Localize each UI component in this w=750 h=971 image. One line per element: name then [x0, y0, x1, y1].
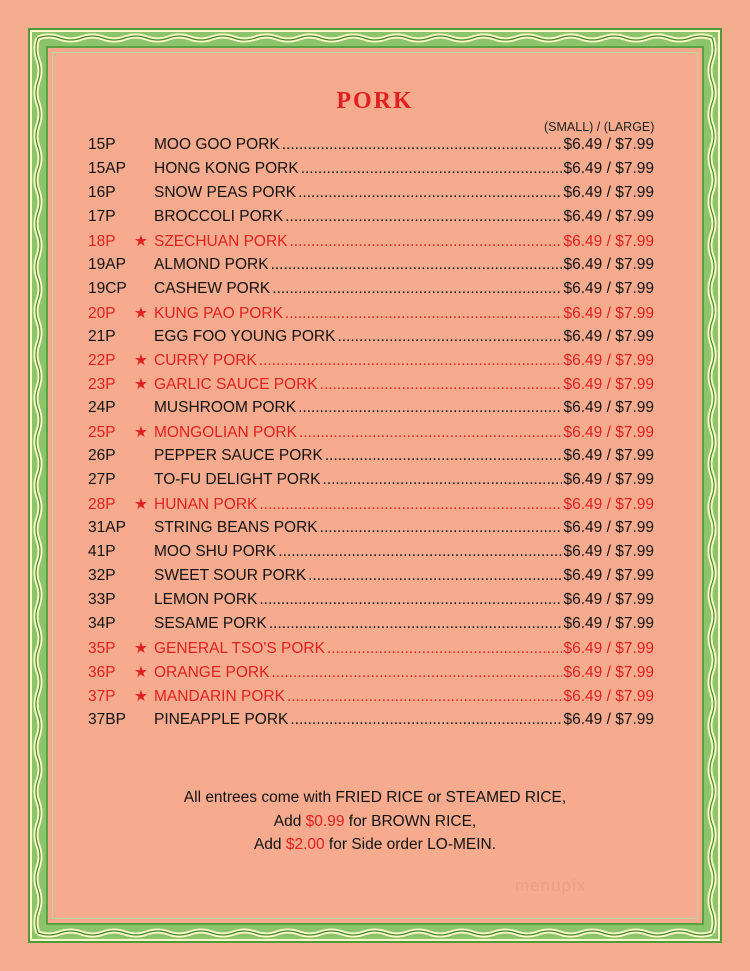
menu-item: [88, 591, 654, 615]
item-name: MONGOLIAN PORK: [154, 424, 297, 442]
item-price: $6.49 / $7.99: [563, 207, 654, 225]
spicy-star-icon: ★: [134, 639, 148, 657]
dot-leader: [269, 615, 562, 633]
item-code: 37P: [88, 687, 116, 705]
item-code: 26P: [88, 447, 116, 465]
item-price: $6.49 / $7.99: [563, 279, 654, 297]
item-price: $6.49 / $7.99: [563, 496, 654, 514]
item-name: HONG KONG PORK: [154, 159, 299, 177]
item-price: $6.49 / $7.99: [563, 590, 654, 608]
item-name: MOO SHU PORK: [154, 542, 277, 560]
item-code: 16P: [88, 183, 116, 201]
item-code: 36P: [88, 663, 116, 681]
item-code: 27P: [88, 471, 116, 489]
item-name: BROCCOLI PORK: [154, 207, 284, 225]
item-price: $6.49 / $7.99: [563, 327, 654, 345]
item-name: HUNAN PORK: [154, 496, 258, 514]
dot-leader: [320, 376, 562, 394]
item-code: 34P: [88, 614, 116, 632]
dot-leader: [259, 496, 561, 514]
item-code: 25P: [88, 424, 116, 442]
item-code: 19CP: [88, 279, 127, 297]
item-price: $6.49 / $7.99: [563, 519, 654, 536]
menu-item: [88, 351, 654, 375]
item-code: 23P: [88, 376, 116, 394]
brown-rice-price: $0.99: [305, 812, 345, 830]
item-code: 31AP: [88, 519, 126, 536]
menu-item: [88, 280, 654, 304]
dot-leader: [285, 208, 561, 226]
dot-leader: [271, 664, 561, 682]
dot-leader: [278, 543, 561, 561]
menu-item: [88, 208, 654, 232]
spicy-star-icon: ★: [134, 496, 148, 514]
dot-leader: [272, 280, 561, 298]
item-code: 24P: [88, 399, 116, 417]
item-price: $6.49 / $7.99: [563, 304, 654, 322]
spicy-star-icon: ★: [134, 424, 148, 442]
item-price: $6.49 / $7.99: [563, 232, 654, 250]
menu-item: [88, 615, 654, 639]
menu-item: [88, 328, 654, 352]
item-code: 21P: [88, 327, 116, 345]
dot-leader: [320, 519, 562, 537]
menu-item: [88, 663, 654, 687]
menu-item: [88, 639, 654, 663]
menu-item: [88, 304, 654, 328]
spicy-star-icon: ★: [134, 687, 148, 705]
item-name: CASHEW PORK: [154, 279, 271, 297]
menu-item: [88, 256, 654, 280]
dot-leader: [259, 591, 561, 609]
menu-item: [88, 471, 654, 495]
spicy-star-icon: ★: [134, 663, 148, 681]
item-price: $6.49 / $7.99: [563, 183, 654, 201]
menu-item: [88, 184, 654, 208]
item-name: SZECHUAN PORK: [154, 232, 288, 250]
item-name: MOO GOO PORK: [154, 136, 280, 153]
dot-leader: [298, 184, 561, 202]
item-code: 28P: [88, 496, 116, 514]
footer-line-1: All entrees come with FRIED RICE or STEAMED RICE,: [183, 789, 567, 806]
dot-leader: [290, 711, 561, 729]
item-name: PEPPER SAUCE PORK: [154, 447, 323, 465]
spicy-star-icon: ★: [134, 232, 148, 250]
menu-item: [88, 519, 654, 543]
menu-item: [88, 447, 654, 471]
item-code: 20P: [88, 304, 116, 322]
footer-line-2-prefix: Add: [273, 812, 306, 830]
item-code: 15AP: [88, 159, 126, 177]
item-name: GENERAL TSO'S PORK: [154, 639, 325, 657]
item-name: SESAME PORK: [154, 614, 267, 632]
item-price: $6.49 / $7.99: [563, 687, 654, 705]
dot-leader: [287, 688, 562, 706]
footer-line-3: [0, 833, 750, 857]
watermark: menupix: [515, 876, 587, 895]
menu-item: [88, 687, 654, 711]
item-name: GARLIC SAUCE PORK: [154, 376, 318, 394]
item-name: ALMOND PORK: [154, 255, 269, 273]
menu-list: [88, 136, 654, 734]
item-price: $6.49 / $7.99: [563, 447, 654, 465]
spicy-star-icon: ★: [134, 352, 148, 370]
item-price: $6.49 / $7.99: [563, 399, 654, 417]
item-name: CURRY PORK: [154, 352, 257, 370]
item-code: 33P: [88, 590, 116, 608]
menu-item: [88, 567, 654, 591]
footer-line-2: [0, 810, 750, 834]
menu-item: [88, 232, 654, 256]
dot-leader: [337, 328, 561, 346]
dot-leader: [323, 471, 562, 489]
footer-line-3-prefix: Add: [253, 836, 286, 853]
menu-item: [88, 543, 654, 567]
item-price: $6.49 / $7.99: [563, 352, 654, 370]
item-price: $6.49 / $7.99: [563, 639, 654, 657]
dot-leader: [290, 233, 562, 251]
menu-item: [88, 495, 654, 519]
item-name: MUSHROOM PORK: [154, 399, 297, 417]
item-price: $6.49 / $7.99: [563, 471, 654, 489]
dot-leader: [325, 447, 562, 465]
item-code: 32P: [88, 566, 116, 584]
item-name: ORANGE PORK: [154, 663, 270, 681]
footer-line-3-suffix: for Side order LO-MEIN.: [324, 836, 497, 853]
item-code: 19AP: [88, 255, 126, 273]
item-price: $6.49 / $7.99: [563, 424, 654, 442]
dot-leader: [301, 160, 562, 178]
section-title: PORK: [336, 88, 414, 114]
spicy-star-icon: ★: [134, 304, 148, 322]
item-name: PINEAPPLE PORK: [154, 710, 289, 728]
dot-leader: [282, 136, 562, 154]
item-name: LEMON PORK: [154, 590, 258, 608]
lo-mein-price: $2.00: [285, 836, 325, 853]
dot-leader: [285, 305, 562, 323]
menu-item: [88, 375, 654, 399]
item-name: SNOW PEAS PORK: [154, 183, 297, 201]
item-price: $6.49 / $7.99: [563, 376, 654, 394]
item-code: 35P: [88, 639, 116, 657]
item-price: $6.49 / $7.99: [563, 159, 654, 177]
dot-leader: [298, 399, 561, 417]
dot-leader: [271, 256, 562, 274]
item-code: 41P: [88, 542, 116, 560]
item-name: MANDARIN PORK: [154, 687, 285, 705]
size-header: (SMALL) / (LARGE): [544, 120, 655, 134]
menu-item: [88, 399, 654, 423]
item-name: TO-FU DELIGHT PORK: [154, 471, 321, 489]
footer-line-2-suffix: for BROWN RICE,: [344, 812, 477, 830]
item-price: $6.49 / $7.99: [563, 136, 654, 153]
menu-item: [88, 711, 654, 735]
item-name: KUNG PAO PORK: [154, 304, 283, 322]
item-name: SWEET SOUR PORK: [154, 566, 307, 584]
dot-leader: [327, 640, 562, 658]
menu-item: [88, 136, 654, 160]
item-code: 37BP: [88, 710, 126, 728]
item-price: $6.49 / $7.99: [563, 663, 654, 681]
menu-item: [88, 423, 654, 447]
item-price: $6.49 / $7.99: [563, 710, 654, 728]
item-name: STRING BEANS PORK: [154, 519, 318, 536]
menu-item: [88, 160, 654, 184]
footer-note: [0, 786, 750, 857]
item-name: EGG FOO YOUNG PORK: [154, 327, 336, 345]
item-code: 22P: [88, 352, 116, 370]
item-price: $6.49 / $7.99: [563, 614, 654, 632]
item-price: $6.49 / $7.99: [563, 255, 654, 273]
spicy-star-icon: ★: [134, 376, 148, 394]
item-code: 18P: [88, 232, 116, 250]
dot-leader: [308, 567, 561, 585]
item-code: 17P: [88, 207, 116, 225]
item-code: 15P: [88, 136, 116, 153]
dot-leader: [259, 352, 562, 370]
item-price: $6.49 / $7.99: [563, 542, 654, 560]
item-price: $6.49 / $7.99: [563, 566, 654, 584]
dot-leader: [299, 424, 562, 442]
